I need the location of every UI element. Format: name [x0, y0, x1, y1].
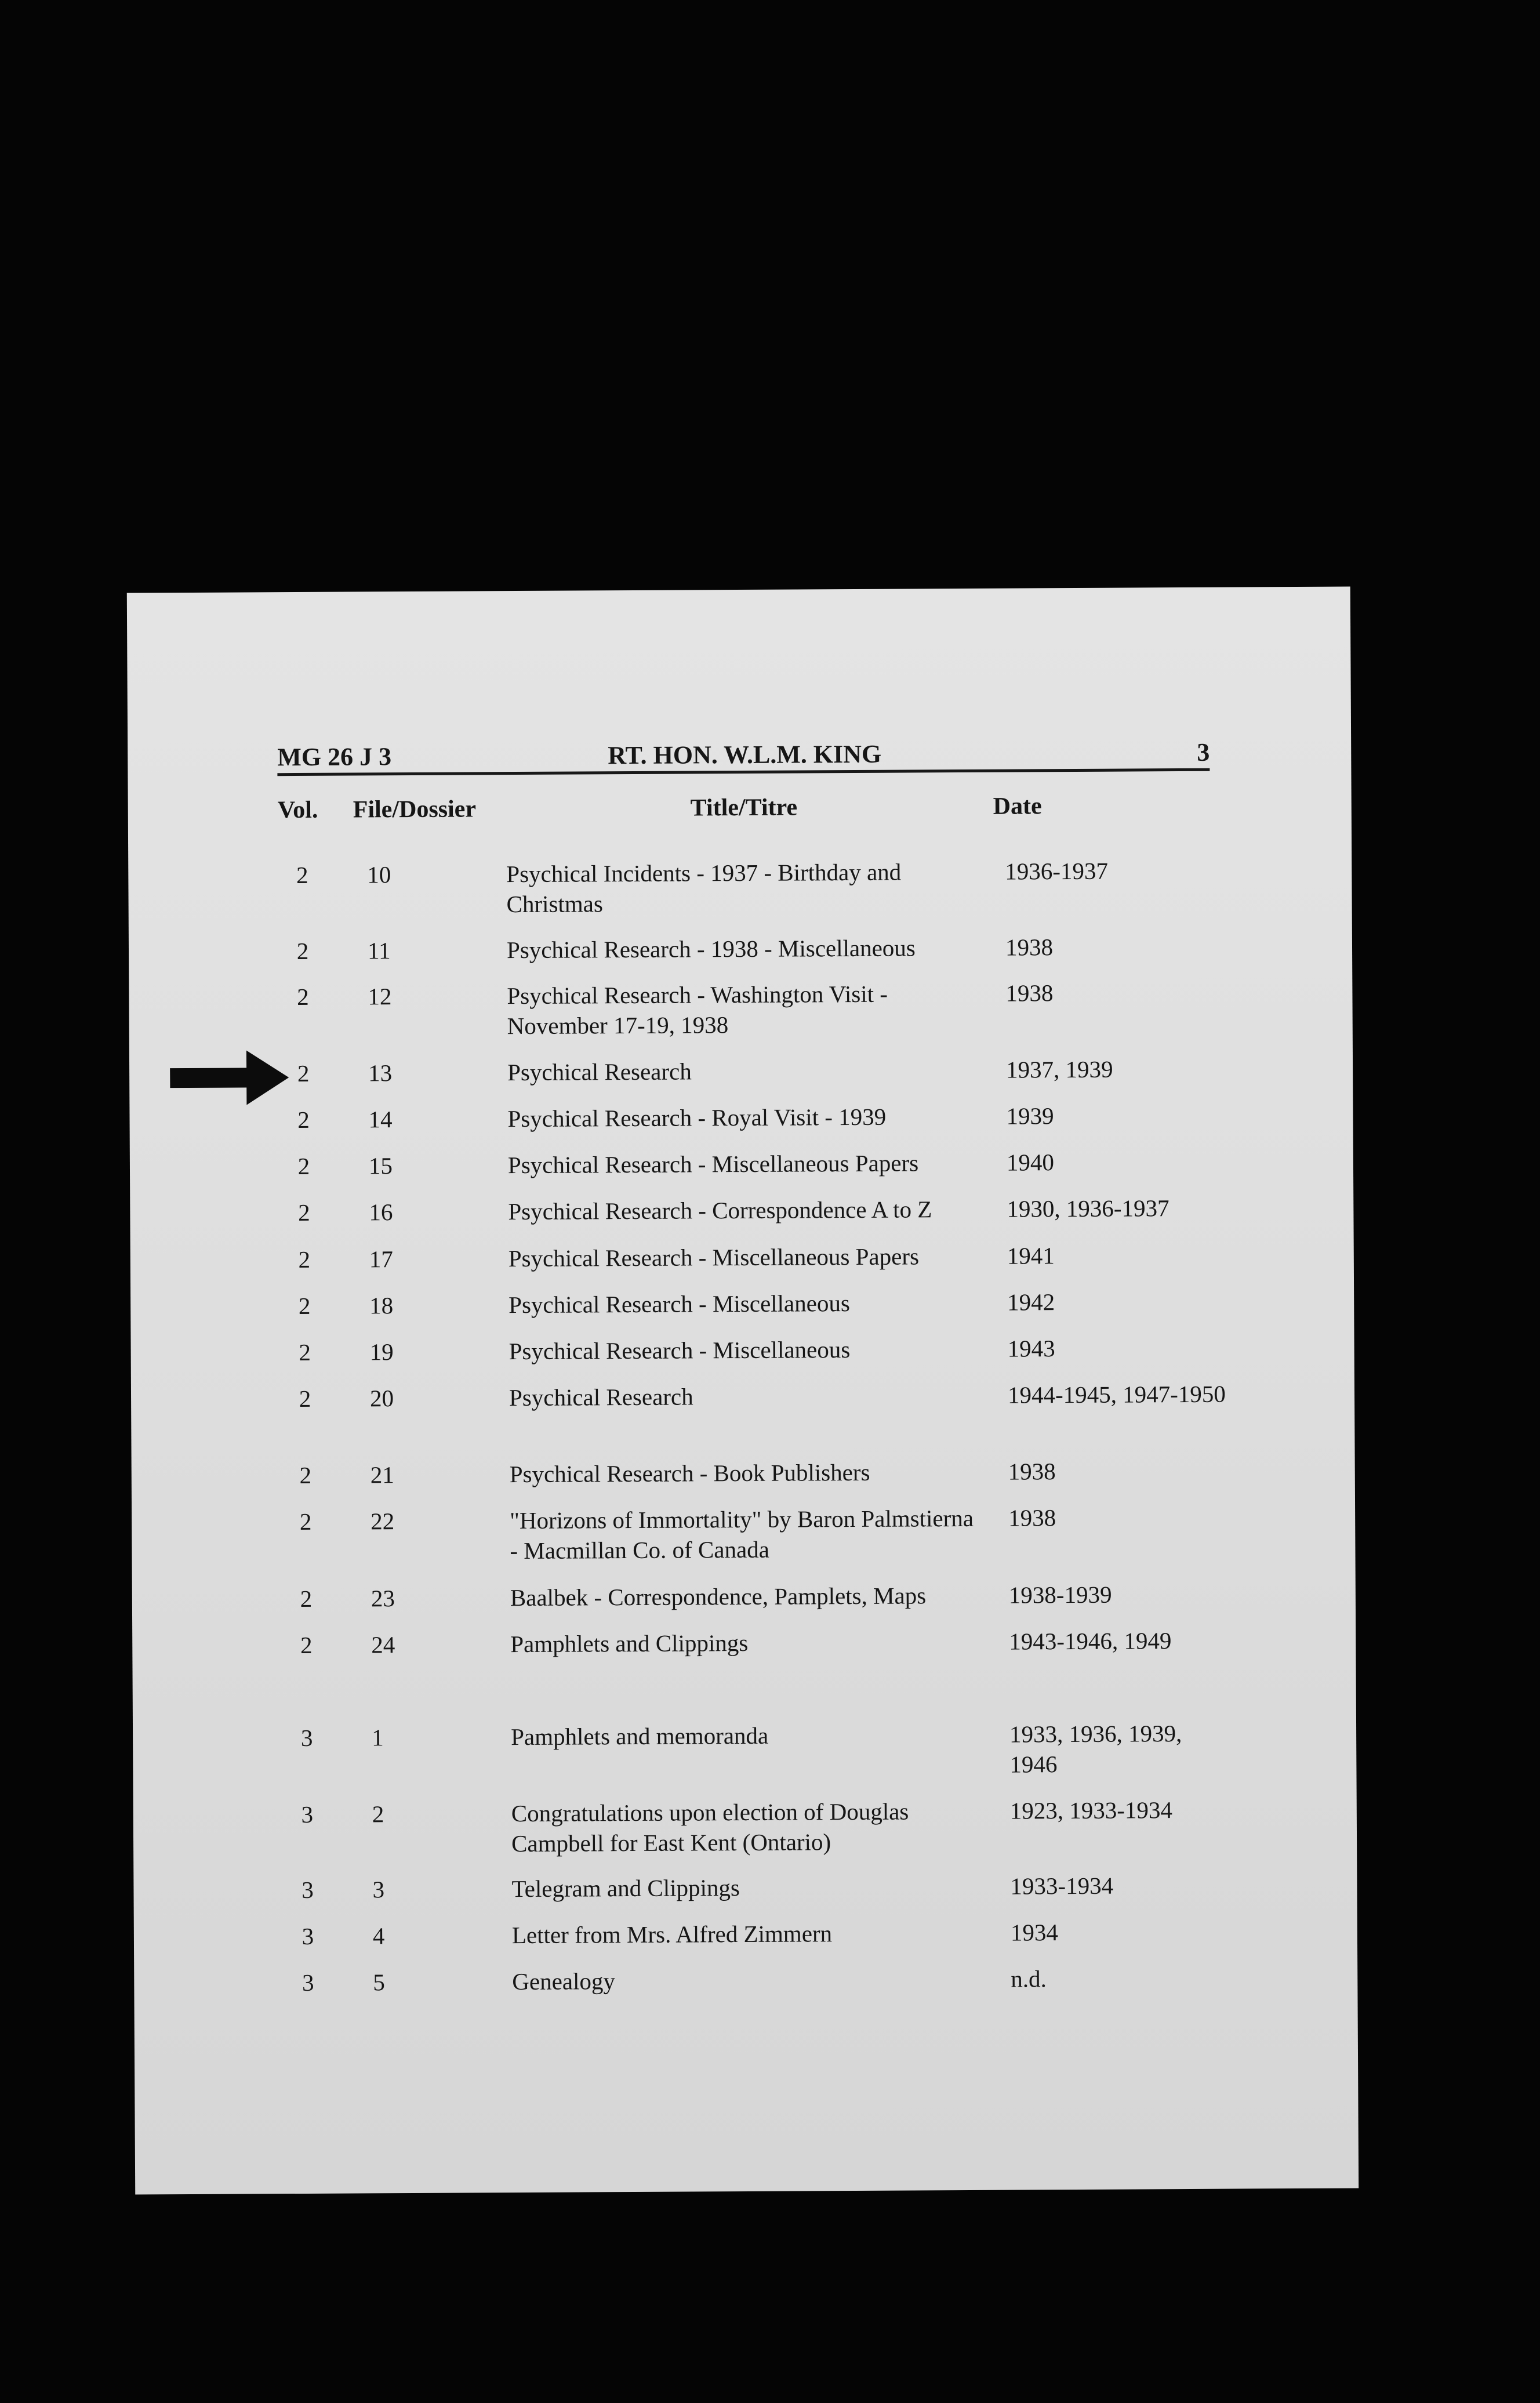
collection-reference: MG 26 J 3 [277, 742, 392, 772]
row-file: 10 [367, 861, 391, 888]
table-row [130, 1192, 1353, 1226]
table-row [129, 976, 1352, 1040]
table-row [130, 1239, 1354, 1273]
row-title: Psychical Research - Washington Visit - November 17-19, 1938 [507, 980, 888, 1040]
table-row [134, 1915, 1357, 1950]
row-title: Pamphlets and Clippings [510, 1629, 749, 1658]
row-date: 1933, 1936, 1939, 1946 [1009, 1720, 1182, 1778]
column-header-file: File/Dossier [353, 796, 477, 823]
row-file: 22 [371, 1508, 395, 1535]
row-file: 3 [372, 1876, 385, 1903]
row-title: Psychical Research [507, 1058, 692, 1086]
row-vol: 2 [297, 1152, 310, 1180]
row-date: 1944-1945, 1947-1950 [1007, 1380, 1226, 1409]
row-file: 13 [368, 1059, 393, 1087]
row-title: Psychical Research - 1938 - Miscellaneous [506, 934, 916, 964]
row-title: Psychical Research - Correspondence A to Z [508, 1196, 932, 1225]
document-page [127, 586, 1359, 2194]
row-vol: 3 [302, 1922, 314, 1950]
row-date: 1938 [1005, 979, 1054, 1007]
row-date: 1937, 1939 [1005, 1055, 1113, 1083]
row-title: "Horizons of Immortality" by Baron Palmstierna - Macmillan Co. of Canada [510, 1504, 974, 1565]
row-file: 12 [368, 983, 392, 1010]
row-vol: 2 [299, 1508, 312, 1536]
column-header-date: Date [993, 793, 1042, 820]
row-title: Psychical Incidents - 1937 - Birthday and Christmas [506, 858, 902, 918]
row-date: 1936-1937 [1005, 857, 1109, 885]
table-row [129, 1052, 1353, 1087]
row-file: 2 [372, 1801, 384, 1828]
row-date: 1941 [1007, 1242, 1055, 1269]
page-header [277, 732, 1210, 776]
row-title: Psychical Research - Miscellaneous [509, 1336, 851, 1365]
row-file: 4 [372, 1922, 385, 1950]
table-row [132, 1501, 1355, 1565]
row-file: 14 [368, 1106, 393, 1133]
row-vol: 2 [300, 1631, 313, 1659]
row-date: n.d. [1011, 1965, 1047, 1992]
table-row [133, 1794, 1357, 1857]
table-row [131, 1378, 1354, 1413]
row-file: 21 [370, 1461, 394, 1489]
row-file: 15 [368, 1152, 393, 1179]
row-file: 24 [371, 1631, 395, 1658]
table-row [131, 1331, 1354, 1366]
row-vol: 2 [297, 1059, 310, 1087]
row-file: 23 [371, 1585, 395, 1612]
column-header-title: Title/Titre [690, 794, 798, 822]
row-title: Psychical Research - Miscellaneous Papers [507, 1149, 919, 1179]
row-vol: 2 [300, 1585, 313, 1613]
row-title: Psychical Research [509, 1383, 693, 1411]
row-file: 11 [367, 937, 391, 964]
row-file: 19 [369, 1338, 394, 1366]
row-date: 1938 [1005, 934, 1054, 961]
table-row [132, 1578, 1356, 1613]
row-vol: 2 [299, 1385, 311, 1413]
row-date: 1934 [1010, 1919, 1059, 1946]
row-date: 1943-1946, 1949 [1009, 1627, 1172, 1655]
row-file: 18 [369, 1292, 394, 1319]
row-title: Pamphlets and memoranda [511, 1722, 769, 1751]
row-vol: 2 [296, 861, 308, 889]
row-vol: 2 [297, 1106, 310, 1134]
row-title: Psychical Research - Book Publishers [509, 1458, 870, 1488]
row-file: 16 [369, 1199, 393, 1226]
row-title: Psychical Research - Miscellaneous [509, 1290, 850, 1319]
row-date: 1938 [1008, 1504, 1056, 1531]
table-row [132, 1624, 1356, 1659]
table-row [129, 930, 1352, 965]
row-date: 1933-1934 [1010, 1872, 1114, 1900]
table-row [133, 1869, 1357, 1903]
row-title: Psychical Research - Royal Visit - 1939 [507, 1103, 887, 1132]
row-date: 1942 [1007, 1288, 1055, 1316]
right-arrow-icon [170, 1050, 289, 1105]
row-file: 17 [369, 1246, 393, 1273]
row-date: 1930, 1936-1937 [1007, 1195, 1169, 1222]
row-date: 1938-1939 [1008, 1581, 1112, 1609]
row-date: 1923, 1933-1934 [1009, 1796, 1173, 1824]
row-vol: 2 [297, 983, 309, 1011]
row-title: Telegram and Clippings [511, 1874, 740, 1903]
row-vol: 2 [299, 1461, 312, 1489]
row-file: 20 [369, 1385, 394, 1412]
table-row [134, 1962, 1357, 1996]
table-row [133, 1717, 1356, 1778]
column-header-vol: Vol. [277, 796, 318, 824]
table-row [130, 1285, 1354, 1320]
row-title: Congratulations upon election of Douglas Campbell for East Kent (Ontario) [511, 1798, 909, 1857]
row-date: 1938 [1008, 1458, 1056, 1485]
row-vol: 3 [302, 1969, 314, 1996]
page-number: 3 [1197, 738, 1210, 767]
row-title: Genealogy [512, 1968, 616, 1995]
table-row [132, 1454, 1355, 1489]
row-date: 1940 [1006, 1149, 1055, 1176]
row-vol: 3 [300, 1724, 313, 1751]
row-title: Letter from Mrs. Alfred Zimmern [511, 1920, 833, 1949]
table-row [130, 1145, 1353, 1180]
collection-title: RT. HON. W.L.M. KING [608, 739, 882, 770]
table-row [128, 854, 1352, 918]
row-vol: 2 [298, 1246, 311, 1273]
row-vol: 2 [298, 1292, 311, 1320]
row-vol: 2 [298, 1199, 310, 1226]
row-date: 1939 [1006, 1102, 1054, 1130]
row-vol: 3 [301, 1801, 314, 1828]
row-vol: 2 [299, 1338, 311, 1366]
row-title: Baalbek - Correspondence, Pamplets, Maps [510, 1582, 927, 1611]
row-vol: 3 [302, 1876, 314, 1903]
table-row [129, 1099, 1353, 1134]
row-file: 1 [372, 1724, 384, 1751]
row-vol: 2 [296, 937, 309, 965]
row-file: 5 [373, 1969, 385, 1996]
row-title: Psychical Research - Miscellaneous Papers [508, 1243, 920, 1272]
row-date: 1943 [1007, 1335, 1055, 1362]
